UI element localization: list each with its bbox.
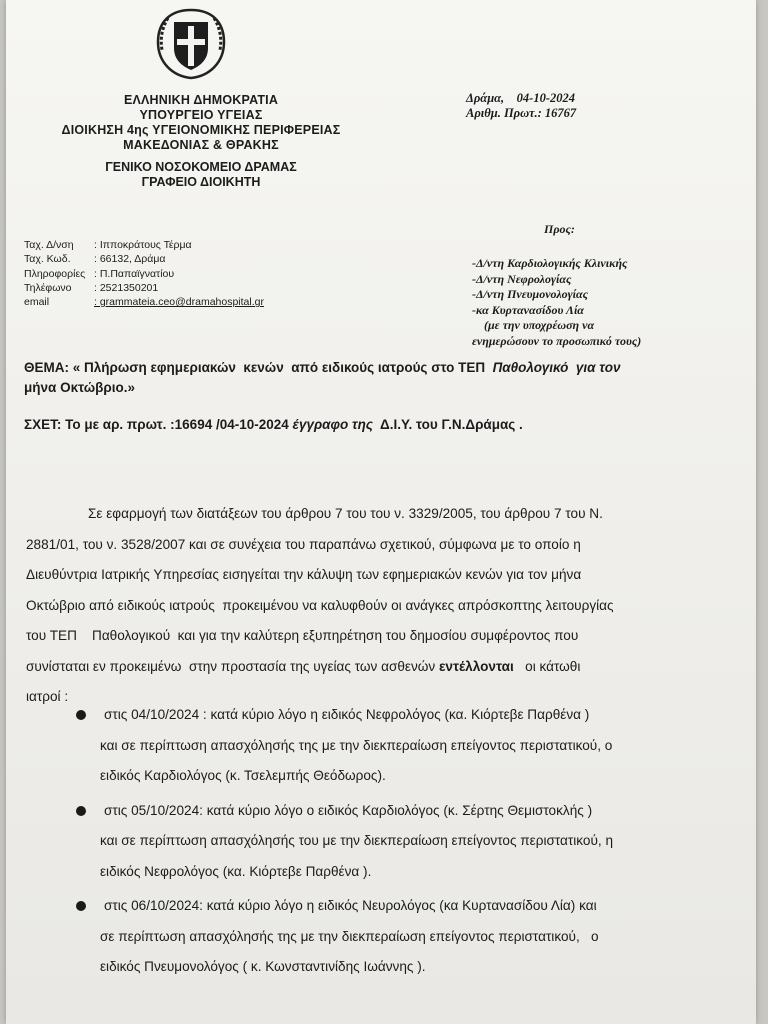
contact-label: email (24, 296, 50, 309)
subject-text: ΘΕΜΑ: « Πλήρωση εφημεριακών κενών από ειδικούς ιατρούς στο ΤΕΠ (24, 360, 493, 375)
subject-line (24, 358, 714, 398)
place-date: Δράμα, 04-10-2024 (466, 91, 576, 105)
header-line: ΕΛΛΗΝΙΚΗ ΔΗΜΟΚΡΑΤΙΑ (123, 93, 279, 107)
subject-text-continued: μήνα Οκτώβριο.» (24, 380, 135, 395)
recipient: -Δ/ντη Καρδιολογικής Κλινικής (472, 256, 628, 270)
protocol-number: Αριθμ. Πρωτ.: 16767 (466, 106, 577, 120)
reference-line (24, 417, 523, 432)
schedule-list (46, 700, 726, 987)
hospital-header (66, 160, 336, 190)
office-name: ΓΡΑΦΕΙΟ ΔΙΟΙΚΗΤΗ (141, 175, 261, 189)
body-text: οι κάτωθι (513, 658, 581, 674)
issuer-header (36, 93, 366, 153)
contact-label: Τηλέφωνο (24, 281, 72, 294)
recipients-note: ενημερώσουν το προσωπικό τους) (472, 333, 642, 348)
list-item-line: και σε περίπτωση απασχόλησής του με την διεκπεραίωση επείγοντος περιστατικού, η (100, 833, 614, 848)
bullet-icon (76, 710, 86, 720)
reference-text: ΣΧΕΤ: Το με αρ. πρωτ. :16694 /04-10-2024 (24, 417, 293, 432)
email-link[interactable]: : grammateia.ceo@dramahospital.gr (94, 296, 264, 309)
list-item (46, 700, 726, 792)
list-item-line: ειδικός Καρδιολόγος (κ. Τσελεμπής Θεόδωρος). (100, 768, 386, 783)
contact-row (24, 267, 264, 281)
contact-label: Ταχ. Δ/νση (24, 239, 74, 251)
list-item-line: ειδικός Νεφρολόγος (κα. Κιόρτεβε Παρθένα ). (100, 863, 372, 879)
list-item-line: και σε περίπτωση απασχόλησής της με την διεκπεραίωση επείγοντος περιστατικού, ο (100, 737, 613, 753)
contact-row (24, 281, 264, 295)
contact-row (24, 295, 264, 309)
body-closing: ιατροί : (26, 689, 69, 704)
header-line: ΜΑΚΕΔΟΝΙΑΣ & ΘΡΑΚΗΣ (123, 138, 279, 152)
recipient: -κα Κυρτανασίδου Λία (472, 302, 584, 317)
list-item (46, 891, 726, 983)
greek-coat-of-arms-icon (154, 8, 228, 80)
contact-value: : Ιπποκράτους Τέρμα (94, 239, 192, 251)
list-item-line: σε περίπτωση απασχόλησής της με την διεκπεραίωση επείγοντος περιστατικού, ο (100, 928, 599, 944)
contact-label: Πληροφορίες (24, 267, 86, 280)
recipient: -Δ/ντη Πνευμονολογίας (472, 287, 588, 301)
bullet-icon (76, 806, 86, 816)
body-line: 2881/01, του ν. 3528/2007 και σε συνέχεια του παραπάνω σχετικού, σύμφωνα με το οποίο η (26, 536, 581, 552)
list-item-line: ειδικός Πνευμονολόγος ( κ. Κωνσταντινίδης Ιωάννης ). (100, 959, 426, 974)
bullet-icon (76, 901, 86, 911)
recipients-list (472, 256, 641, 349)
body-line: Σε εφαρμογή των διατάξεων του άρθρου 7 του του ν. 3329/2005, του άρθρου 7 του Ν. (88, 506, 603, 521)
contact-row (24, 252, 264, 266)
reference-italic: έγγραφο της (292, 417, 373, 432)
body-line: Οκτώβριο από ειδικούς ιατρούς προκειμένου να καλυφθούν οι ανάγκες απρόσκοπτης λειτουργίας (26, 597, 614, 613)
recipients-note: (με την υποχρέωση να (484, 318, 595, 332)
contact-value: : 2521350201 (94, 281, 159, 294)
subject-italic: Παθολογικό για τον (492, 360, 621, 375)
header-line: ΔΙΟΙΚΗΣΗ 4ης ΥΓΕΙΟΝΟΜΙΚΗΣ ΠΕΡΙΦΕΡΕΙΑΣ (61, 123, 341, 137)
contact-row (24, 238, 264, 252)
contact-value: : 66132, Δράμα (94, 253, 166, 266)
header-line: ΥΠΟΥΡΓΕΙΟ ΥΓΕΙΑΣ (139, 108, 263, 122)
list-item-line: στις 06/10/2024: κατά κύριο λόγο η ειδικός Νευρολόγος (κα Κυρτανασίδου Λία) και (104, 898, 597, 913)
recipient: -Δ/ντη Νεφρολογίας (472, 271, 572, 286)
body-line: Διευθύντρια Ιατρικής Υπηρεσίας εισηγείται την κάλυψη των εφημεριακών κενών για τον μήνα (26, 567, 582, 582)
body-text: συνίσταται εν προκειμένω στην προστασία της υγείας των ασθενών (26, 658, 439, 674)
list-item-line: στις 05/10/2024: κατά κύριο λόγο ο ειδικός Καρδιολόγος (κ. Σέρτης Θεμιστοκλής ) (104, 802, 593, 818)
recipients-label: Προς: (544, 222, 575, 236)
body-line (26, 652, 716, 683)
contact-value: : Π.Παπαϊγνατίου (94, 267, 175, 280)
reference-suffix: Δ.Ι.Υ. του Γ.Ν.Δράμας . (373, 417, 523, 432)
date-protocol-block (466, 91, 576, 121)
list-item (46, 796, 726, 888)
body-line: του ΤΕΠ Παθολογικού και για την καλύτερη εξυπηρέτηση του δημοσίου συμφέροντος που (26, 628, 579, 643)
document-page (6, 0, 756, 1024)
contact-label: Ταχ. Κωδ. (24, 253, 71, 266)
body-paragraph (26, 499, 716, 713)
contact-block (24, 238, 264, 309)
body-bold: εντέλλονται (438, 658, 514, 674)
list-item-line: στις 04/10/2024 : κατά κύριο λόγο η ειδικός Νεφρολόγος (κα. Κιόρτεβε Παρθένα ) (104, 707, 590, 722)
hospital-name: ΓΕΝΙΚΟ ΝΟΣΟΚΟΜΕΙΟ ΔΡΑΜΑΣ (105, 160, 297, 174)
